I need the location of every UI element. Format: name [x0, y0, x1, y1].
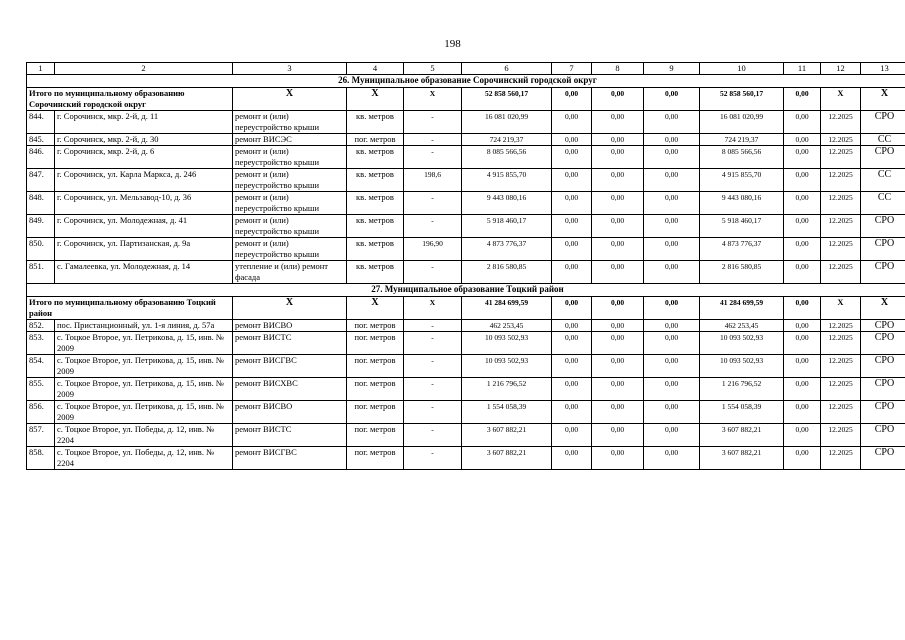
total-cell: 52 858 560,17	[462, 88, 552, 111]
date-cell: 12.2025	[821, 111, 861, 134]
total-cell: 0,00	[592, 297, 644, 320]
cost-cell: 1 554 058,39	[462, 401, 552, 424]
cost-cell: 462 253,45	[462, 320, 552, 332]
work-type-cell: ремонт и (или) переустройство крыши	[233, 169, 347, 192]
row-number: 856.	[27, 401, 55, 424]
quantity-cell: -	[404, 111, 462, 134]
value-cell: 0,00	[552, 192, 592, 215]
total-row	[27, 88, 905, 111]
cost-cell: 724 219,37	[462, 134, 552, 146]
total-cell: 0,00	[784, 88, 821, 111]
value-cell: 0,00	[552, 261, 592, 284]
unit-cell: кв. метров	[347, 215, 404, 238]
method-cell: СС	[861, 134, 905, 146]
total-cost-cell: 3 607 882,21	[700, 447, 784, 470]
work-type-cell: ремонт ВИСГВС	[233, 355, 347, 378]
table-row	[27, 169, 905, 192]
value-cell: 0,00	[784, 111, 821, 134]
value-cell: 0,00	[592, 169, 644, 192]
table-row	[27, 378, 905, 401]
column-number: 5	[404, 63, 462, 75]
table-row	[27, 238, 905, 261]
value-cell: 0,00	[644, 238, 700, 261]
method-cell: СРО	[861, 146, 905, 169]
total-row	[27, 297, 905, 320]
total-cost-cell: 9 443 080,16	[700, 192, 784, 215]
row-number: 849.	[27, 215, 55, 238]
page-number: 198	[444, 38, 461, 50]
total-cost-cell: 3 607 882,21	[700, 424, 784, 447]
method-cell: СРО	[861, 215, 905, 238]
row-number: 847.	[27, 169, 55, 192]
column-number: 4	[347, 63, 404, 75]
section-header-row	[27, 284, 905, 297]
row-number: 844.	[27, 111, 55, 134]
column-number: 12	[821, 63, 861, 75]
date-cell: 12.2025	[821, 238, 861, 261]
address-cell: с. Тоцкое Второе, ул. Петрикова, д. 15, инв. № 2009	[55, 378, 233, 401]
value-cell: 0,00	[552, 146, 592, 169]
quantity-cell: 196,90	[404, 238, 462, 261]
total-cell: X	[347, 297, 404, 320]
value-cell: 0,00	[784, 447, 821, 470]
cost-cell: 1 216 796,52	[462, 378, 552, 401]
table-row	[27, 332, 905, 355]
date-cell: 12.2025	[821, 332, 861, 355]
value-cell: 0,00	[784, 424, 821, 447]
unit-cell: кв. метров	[347, 192, 404, 215]
value-cell: 0,00	[552, 111, 592, 134]
date-cell: 12.2025	[821, 424, 861, 447]
unit-cell: кв. метров	[347, 261, 404, 284]
value-cell: 0,00	[784, 401, 821, 424]
date-cell: 12.2025	[821, 378, 861, 401]
work-type-cell: ремонт и (или) переустройство крыши	[233, 146, 347, 169]
address-cell: пос. Пристанционный, ул. 1-я линия, д. 57а	[55, 320, 233, 332]
unit-cell: пог. метров	[347, 378, 404, 401]
row-number: 858.	[27, 447, 55, 470]
date-cell: 12.2025	[821, 169, 861, 192]
total-cost-cell: 724 219,37	[700, 134, 784, 146]
address-cell: с. Тоцкое Второе, ул. Победы, д. 12, инв. № 2204	[55, 447, 233, 470]
total-cell: 0,00	[644, 297, 700, 320]
quantity-cell: -	[404, 447, 462, 470]
cost-cell: 3 607 882,21	[462, 424, 552, 447]
row-number: 846.	[27, 146, 55, 169]
table-row	[27, 320, 905, 332]
work-type-cell: ремонт и (или) переустройство крыши	[233, 238, 347, 261]
cost-cell: 4 915 855,70	[462, 169, 552, 192]
value-cell: 0,00	[552, 238, 592, 261]
total-cell: 52 858 560,17	[700, 88, 784, 111]
value-cell: 0,00	[552, 332, 592, 355]
value-cell: 0,00	[784, 192, 821, 215]
value-cell: 0,00	[552, 401, 592, 424]
column-number: 6	[462, 63, 552, 75]
work-type-cell: ремонт ВИСВО	[233, 320, 347, 332]
quantity-cell: -	[404, 146, 462, 169]
section-title: 27. Муниципальное образование Тоцкий район	[27, 284, 905, 297]
total-cell: 0,00	[784, 297, 821, 320]
table-row	[27, 192, 905, 215]
total-cost-cell: 1 554 058,39	[700, 401, 784, 424]
unit-cell: пог. метров	[347, 320, 404, 332]
total-cost-cell: 5 918 460,17	[700, 215, 784, 238]
table-row	[27, 111, 905, 134]
total-cell: X	[821, 88, 861, 111]
table-row	[27, 146, 905, 169]
value-cell: 0,00	[592, 320, 644, 332]
value-cell: 0,00	[592, 146, 644, 169]
cost-cell: 2 816 580,85	[462, 261, 552, 284]
total-cell: X	[347, 88, 404, 111]
table-row	[27, 134, 905, 146]
quantity-cell: -	[404, 261, 462, 284]
work-type-cell: ремонт ВИСТС	[233, 424, 347, 447]
value-cell: 0,00	[644, 169, 700, 192]
table-row	[27, 261, 905, 284]
method-cell: СРО	[861, 424, 905, 447]
date-cell: 12.2025	[821, 261, 861, 284]
quantity-cell: -	[404, 424, 462, 447]
value-cell: 0,00	[592, 355, 644, 378]
unit-cell: пог. метров	[347, 134, 404, 146]
method-cell: СС	[861, 192, 905, 215]
quantity-cell: -	[404, 401, 462, 424]
row-number: 852.	[27, 320, 55, 332]
method-cell: СРО	[861, 355, 905, 378]
total-cost-cell: 2 816 580,85	[700, 261, 784, 284]
value-cell: 0,00	[644, 401, 700, 424]
total-cell: X	[233, 297, 347, 320]
date-cell: 12.2025	[821, 320, 861, 332]
value-cell: 0,00	[644, 424, 700, 447]
column-number-row	[27, 63, 905, 75]
value-cell: 0,00	[644, 146, 700, 169]
total-cost-cell: 16 081 020,99	[700, 111, 784, 134]
value-cell: 0,00	[592, 111, 644, 134]
value-cell: 0,00	[592, 215, 644, 238]
unit-cell: кв. метров	[347, 169, 404, 192]
method-cell: СРО	[861, 378, 905, 401]
unit-cell: пог. метров	[347, 332, 404, 355]
value-cell: 0,00	[784, 320, 821, 332]
value-cell: 0,00	[784, 146, 821, 169]
row-number: 850.	[27, 238, 55, 261]
value-cell: 0,00	[644, 332, 700, 355]
value-cell: 0,00	[552, 424, 592, 447]
method-cell: СРО	[861, 111, 905, 134]
table-row	[27, 215, 905, 238]
work-type-cell: ремонт ВИСТС	[233, 332, 347, 355]
value-cell: 0,00	[784, 378, 821, 401]
capital-repair-table	[26, 62, 905, 470]
total-cell: X	[861, 88, 905, 111]
total-cell: X	[404, 297, 462, 320]
cost-cell: 8 085 566,56	[462, 146, 552, 169]
total-cost-cell: 462 253,45	[700, 320, 784, 332]
work-type-cell: ремонт ВИСЭС	[233, 134, 347, 146]
column-number: 7	[552, 63, 592, 75]
value-cell: 0,00	[552, 447, 592, 470]
total-cost-cell: 10 093 502,93	[700, 355, 784, 378]
method-cell: СРО	[861, 401, 905, 424]
method-cell: СРО	[861, 320, 905, 332]
quantity-cell: -	[404, 378, 462, 401]
quantity-cell: -	[404, 192, 462, 215]
unit-cell: кв. метров	[347, 146, 404, 169]
column-number: 1	[27, 63, 55, 75]
column-number: 3	[233, 63, 347, 75]
value-cell: 0,00	[592, 134, 644, 146]
total-cost-cell: 10 093 502,93	[700, 332, 784, 355]
cost-cell: 9 443 080,16	[462, 192, 552, 215]
value-cell: 0,00	[592, 192, 644, 215]
quantity-cell: 198,6	[404, 169, 462, 192]
total-cell: X	[404, 88, 462, 111]
row-number: 854.	[27, 355, 55, 378]
cost-cell: 10 093 502,93	[462, 332, 552, 355]
unit-cell: пог. метров	[347, 355, 404, 378]
value-cell: 0,00	[592, 447, 644, 470]
section-header-row	[27, 75, 905, 88]
value-cell: 0,00	[644, 134, 700, 146]
section-title: 26. Муниципальное образование Сорочинский городской округ	[27, 75, 905, 88]
cost-cell: 3 607 882,21	[462, 447, 552, 470]
value-cell: 0,00	[552, 355, 592, 378]
address-cell: с. Гамалеевка, ул. Молодежная, д. 14	[55, 261, 233, 284]
unit-cell: пог. метров	[347, 401, 404, 424]
value-cell: 0,00	[592, 238, 644, 261]
quantity-cell: -	[404, 320, 462, 332]
method-cell: СРО	[861, 447, 905, 470]
value-cell: 0,00	[552, 169, 592, 192]
method-cell: СРО	[861, 261, 905, 284]
total-cell: 0,00	[552, 88, 592, 111]
total-cell: 0,00	[644, 88, 700, 111]
value-cell: 0,00	[592, 401, 644, 424]
value-cell: 0,00	[644, 111, 700, 134]
date-cell: 12.2025	[821, 215, 861, 238]
work-type-cell: утепление и (или) ремонт фасада	[233, 261, 347, 284]
total-cell: X	[233, 88, 347, 111]
address-cell: г. Сорочинск, мкр. 2-й, д. 6	[55, 146, 233, 169]
unit-cell: кв. метров	[347, 111, 404, 134]
cost-cell: 10 093 502,93	[462, 355, 552, 378]
total-cost-cell: 1 216 796,52	[700, 378, 784, 401]
value-cell: 0,00	[644, 215, 700, 238]
total-cell: 0,00	[552, 297, 592, 320]
column-number: 11	[784, 63, 821, 75]
unit-cell: пог. метров	[347, 424, 404, 447]
total-cell: X	[861, 297, 905, 320]
method-cell: СС	[861, 169, 905, 192]
work-type-cell: ремонт ВИСХВС	[233, 378, 347, 401]
date-cell: 12.2025	[821, 401, 861, 424]
row-number: 851.	[27, 261, 55, 284]
row-number: 848.	[27, 192, 55, 215]
table-row	[27, 401, 905, 424]
total-cost-cell: 8 085 566,56	[700, 146, 784, 169]
method-cell: СРО	[861, 238, 905, 261]
row-number: 853.	[27, 332, 55, 355]
date-cell: 12.2025	[821, 355, 861, 378]
unit-cell: кв. метров	[347, 238, 404, 261]
value-cell: 0,00	[784, 215, 821, 238]
value-cell: 0,00	[552, 320, 592, 332]
value-cell: 0,00	[644, 355, 700, 378]
value-cell: 0,00	[552, 134, 592, 146]
value-cell: 0,00	[552, 215, 592, 238]
value-cell: 0,00	[644, 447, 700, 470]
value-cell: 0,00	[644, 378, 700, 401]
address-cell: с. Тоцкое Второе, ул. Петрикова, д. 15, инв. № 2009	[55, 355, 233, 378]
total-label: Итого по муниципальному образованию Сорочинский городской округ	[27, 88, 233, 111]
cost-cell: 5 918 460,17	[462, 215, 552, 238]
date-cell: 12.2025	[821, 447, 861, 470]
total-label: Итого по муниципальному образованию Тоцкий район	[27, 297, 233, 320]
column-number: 10	[700, 63, 784, 75]
address-cell: г. Сорочинск, ул. Карла Маркса, д. 246	[55, 169, 233, 192]
column-number: 2	[55, 63, 233, 75]
table-body	[27, 63, 905, 470]
column-number: 9	[644, 63, 700, 75]
value-cell: 0,00	[592, 378, 644, 401]
total-cell: 41 284 699,59	[462, 297, 552, 320]
address-cell: с. Тоцкое Второе, ул. Победы, д. 12, инв. № 2204	[55, 424, 233, 447]
quantity-cell: -	[404, 134, 462, 146]
total-cell: 0,00	[592, 88, 644, 111]
value-cell: 0,00	[592, 261, 644, 284]
value-cell: 0,00	[552, 378, 592, 401]
address-cell: с. Тоцкое Второе, ул. Петрикова, д. 15, инв. № 2009	[55, 332, 233, 355]
value-cell: 0,00	[784, 134, 821, 146]
quantity-cell: -	[404, 355, 462, 378]
quantity-cell: -	[404, 332, 462, 355]
method-cell: СРО	[861, 332, 905, 355]
work-type-cell: ремонт и (или) переустройство крыши	[233, 111, 347, 134]
row-number: 855.	[27, 378, 55, 401]
value-cell: 0,00	[592, 424, 644, 447]
total-cost-cell: 4 915 855,70	[700, 169, 784, 192]
table-row	[27, 355, 905, 378]
date-cell: 12.2025	[821, 146, 861, 169]
address-cell: г. Сорочинск, ул. Молодежная, д. 41	[55, 215, 233, 238]
cost-cell: 16 081 020,99	[462, 111, 552, 134]
value-cell: 0,00	[784, 355, 821, 378]
address-cell: г. Сорочинск, ул. Партизанская, д. 9а	[55, 238, 233, 261]
unit-cell: пог. метров	[347, 447, 404, 470]
value-cell: 0,00	[784, 169, 821, 192]
cost-cell: 4 873 776,37	[462, 238, 552, 261]
value-cell: 0,00	[784, 332, 821, 355]
column-number: 8	[592, 63, 644, 75]
column-number: 13	[861, 63, 905, 75]
total-cost-cell: 4 873 776,37	[700, 238, 784, 261]
value-cell: 0,00	[644, 192, 700, 215]
row-number: 845.	[27, 134, 55, 146]
work-type-cell: ремонт ВИСВО	[233, 401, 347, 424]
value-cell: 0,00	[644, 261, 700, 284]
row-number: 857.	[27, 424, 55, 447]
address-cell: г. Сорочинск, мкр. 2-й, д. 11	[55, 111, 233, 134]
table-row	[27, 424, 905, 447]
value-cell: 0,00	[784, 238, 821, 261]
total-cell: 41 284 699,59	[700, 297, 784, 320]
value-cell: 0,00	[784, 261, 821, 284]
quantity-cell: -	[404, 215, 462, 238]
value-cell: 0,00	[592, 332, 644, 355]
total-cell: X	[821, 297, 861, 320]
address-cell: г. Сорочинск, ул. Мельзавод-10, д. 36	[55, 192, 233, 215]
date-cell: 12.2025	[821, 134, 861, 146]
address-cell: г. Сорочинск, мкр. 2-й, д. 30	[55, 134, 233, 146]
work-type-cell: ремонт и (или) переустройство крыши	[233, 192, 347, 215]
work-type-cell: ремонт и (или) переустройство крыши	[233, 215, 347, 238]
value-cell: 0,00	[644, 320, 700, 332]
date-cell: 12.2025	[821, 192, 861, 215]
table-row	[27, 447, 905, 470]
address-cell: с. Тоцкое Второе, ул. Петрикова, д. 15, инв. № 2009	[55, 401, 233, 424]
work-type-cell: ремонт ВИСГВС	[233, 447, 347, 470]
